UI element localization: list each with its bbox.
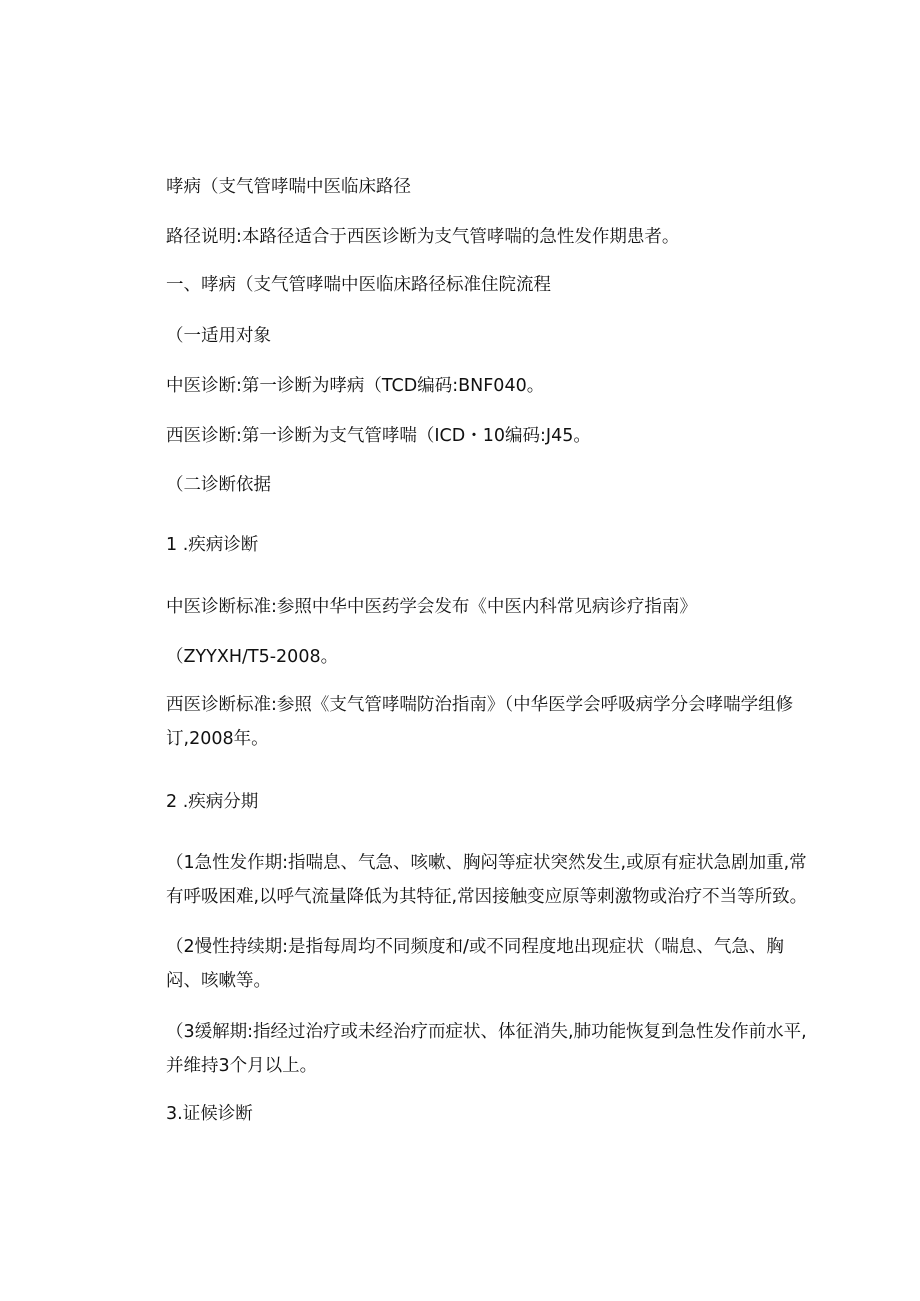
wm-standard-line-1: 西医诊断标准:参照《支气管哮喘防治指南》（中华医学会呼吸病学分会哮喘学组修 bbox=[166, 695, 794, 715]
stage-remission-line-2: 并维持3个月以上。 bbox=[166, 1056, 318, 1076]
wm-standard-paragraph bbox=[166, 688, 794, 756]
stage-remission-paragraph bbox=[166, 1015, 807, 1083]
item-disease-staging: 2 .疾病分期 bbox=[166, 792, 259, 812]
stage-acute-line-1: （1急性发作期:指喘息、气急、咳嗽、胸闷等症状突然发生,或原有症状急剧加重,常 bbox=[166, 853, 807, 873]
section-heading-1: 一、哮病（支气管哮喘中医临床路径标准住院流程 bbox=[166, 275, 551, 295]
item-disease-diagnosis: 1 .疾病诊断 bbox=[166, 535, 259, 555]
doc-title: 哮病（支气管哮喘中医临床路径 bbox=[166, 177, 411, 197]
stage-chronic-paragraph bbox=[166, 930, 786, 998]
tcm-standard-line-2: （ZYYXH/T5-2008。 bbox=[166, 647, 339, 667]
tcm-standard-line-1: 中医诊断标准:参照中华中医药学会发布《中医内科常见病诊疗指南》 bbox=[166, 597, 697, 617]
stage-chronic-line-2: 闷、咳嗽等。 bbox=[166, 971, 271, 991]
item-syndrome-diagnosis: 3.证候诊断 bbox=[166, 1104, 253, 1124]
stage-remission-line-1: （3缓解期:指经过治疗或未经治疗而症状、体征消失,肺功能恢复到急性发作前水平, bbox=[166, 1022, 807, 1042]
wm-diagnosis: 西医诊断:第一诊断为支气管哮喘（ICD・10编码:J45。 bbox=[166, 426, 591, 446]
tcm-diagnosis: 中医诊断:第一诊断为哮病（TCD编码:BNF040。 bbox=[166, 376, 545, 396]
subsection-diagnosis-basis: （二诊断依据 bbox=[166, 475, 271, 495]
path-note: 路径说明:本路径适合于西医诊断为支气管哮喘的急性发作期患者。 bbox=[166, 227, 680, 247]
stage-chronic-line-1: （2慢性持续期:是指每周均不同频度和/或不同程度地出现症状（喘息、气急、胸 bbox=[166, 937, 784, 957]
stage-acute-paragraph bbox=[166, 846, 808, 914]
stage-acute-line-2: 有呼吸困难,以呼气流量降低为其特征,常因接触变应原等刺激物或治疗不当等所致。 bbox=[166, 887, 808, 907]
wm-standard-line-2: 订,2008年。 bbox=[166, 729, 269, 749]
subsection-applicable-objects: （一适用对象 bbox=[166, 326, 271, 346]
